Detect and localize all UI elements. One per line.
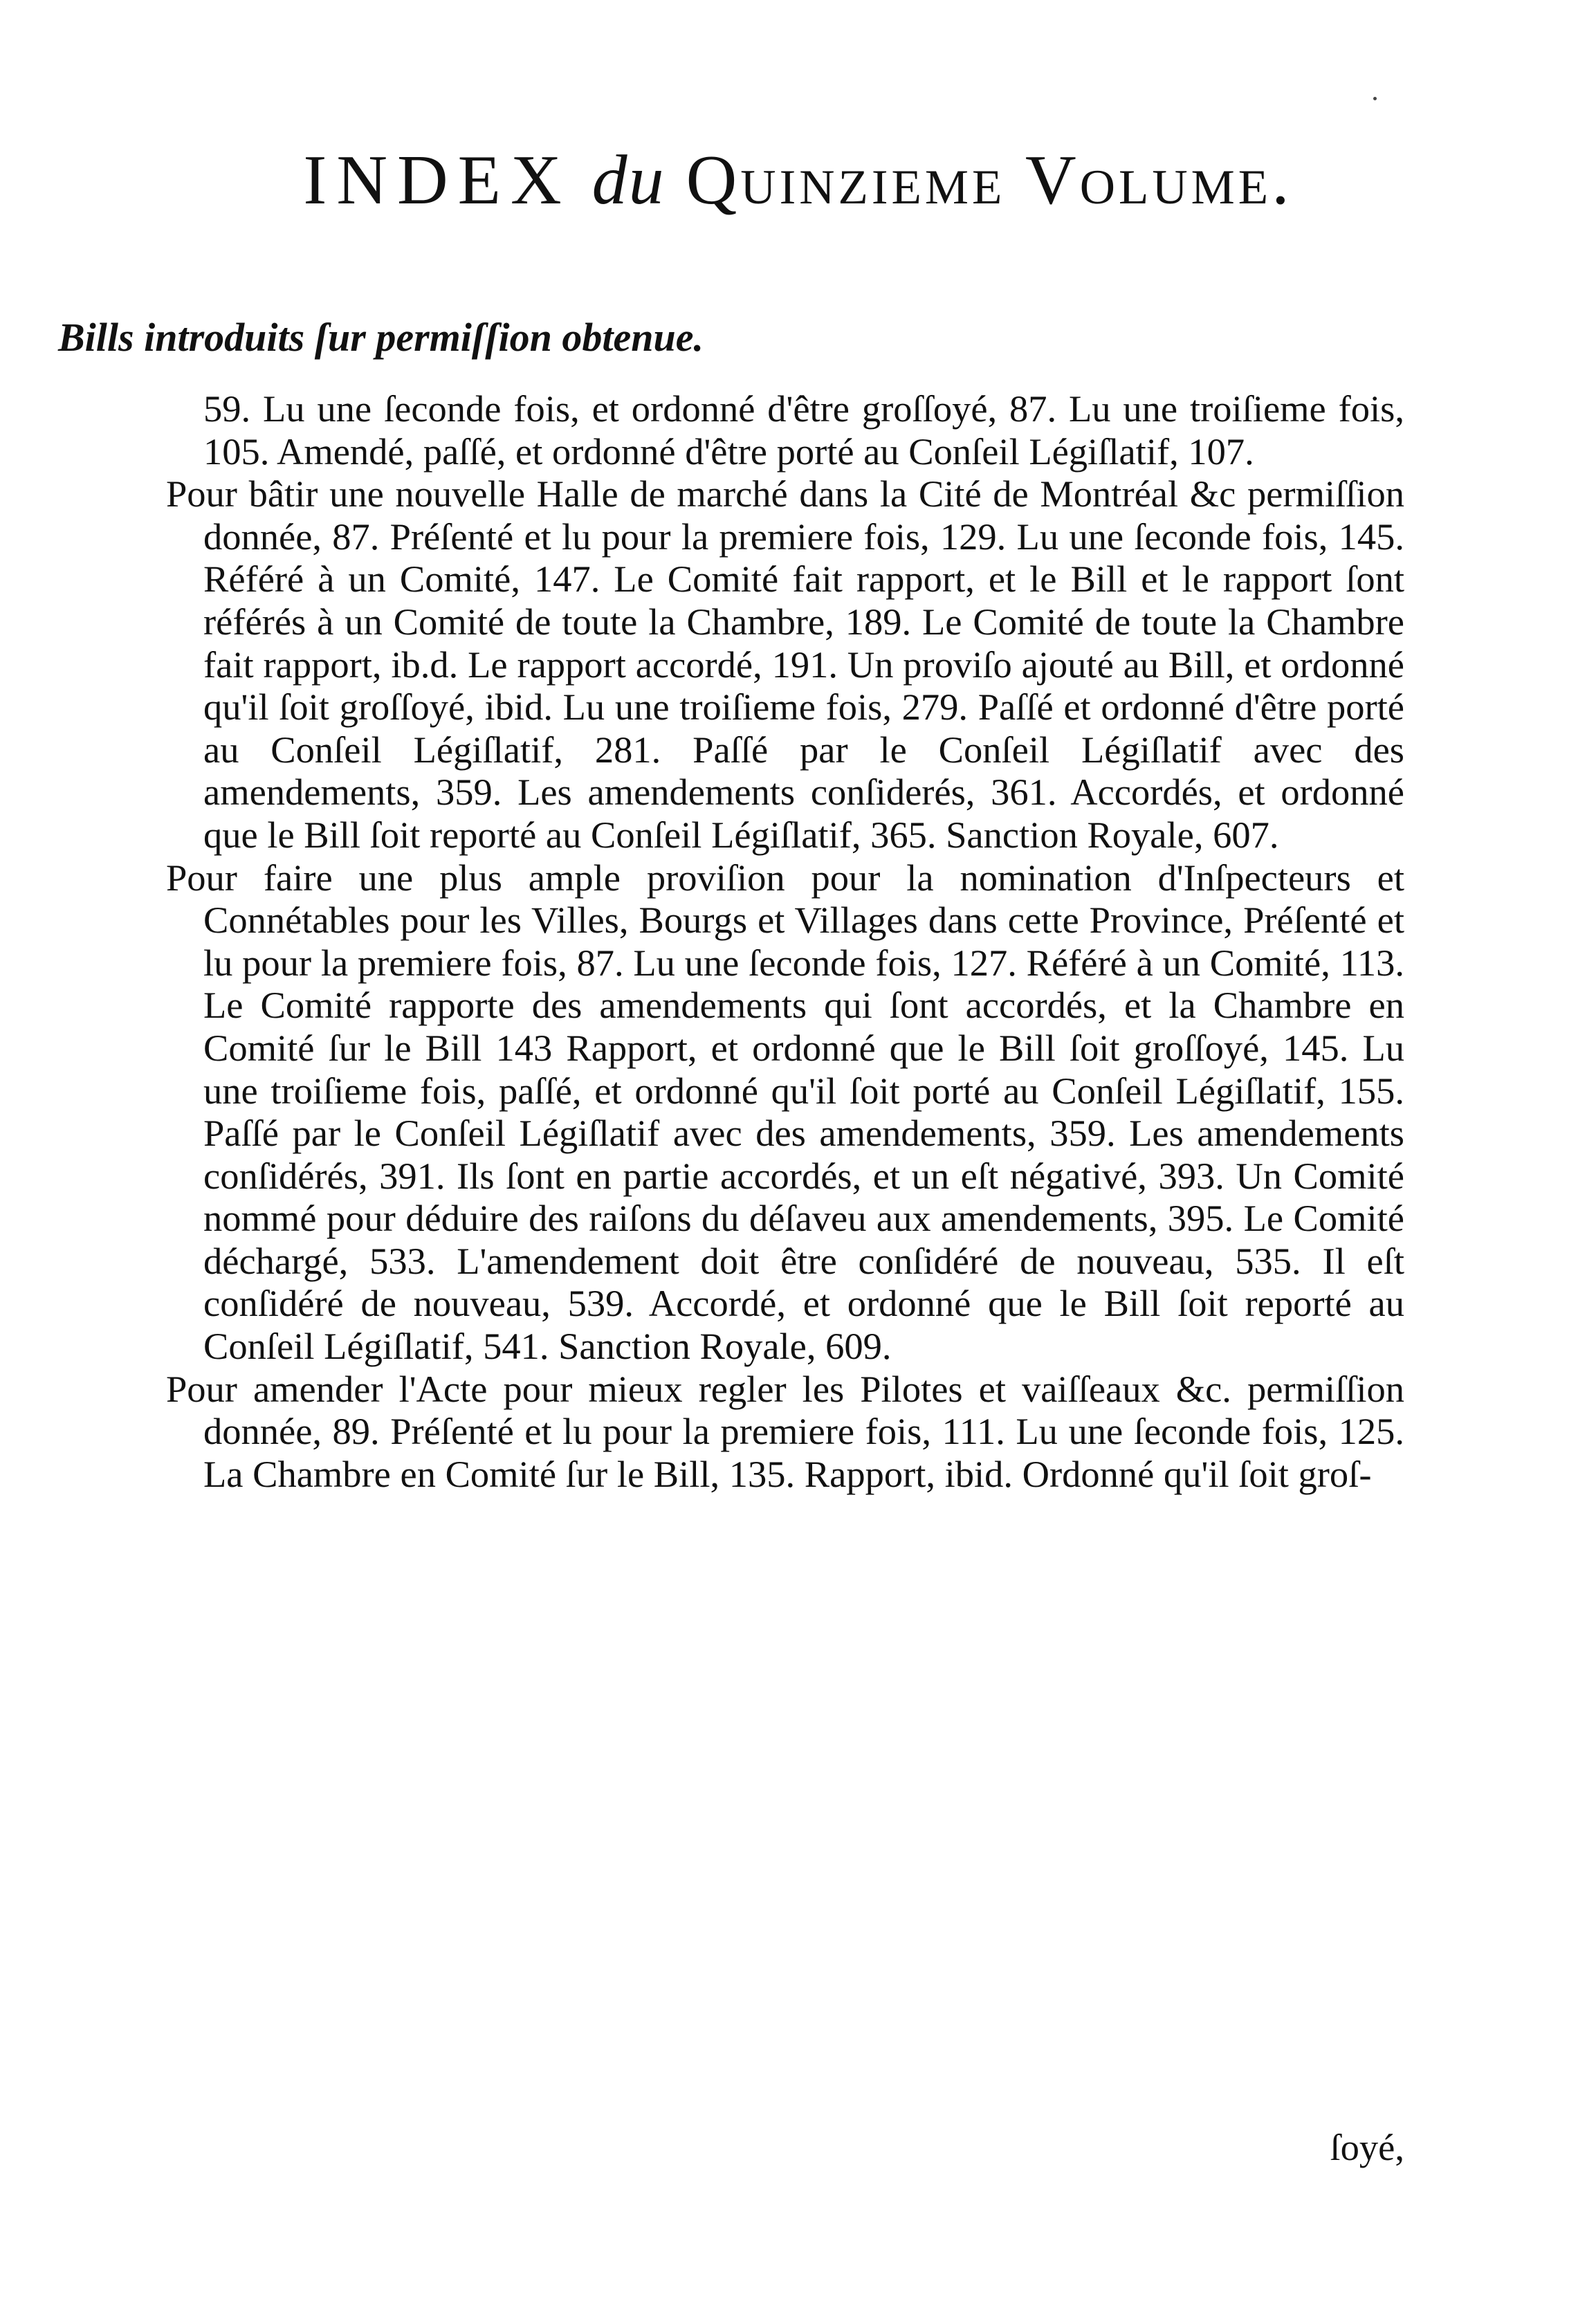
index-entries [166,387,1404,1495]
page-title [0,142,1596,219]
catchword: ſoyé, [1330,2126,1404,2168]
section-heading: Bills introduits ſur permiſſion obtenue. [58,315,704,360]
print-speck [1373,97,1377,100]
title-volume: Quinzieme Volume. [686,141,1293,219]
index-entry-inspecteurs: Pour faire une plus ample proviſion pour la nomination d'Inſpecteurs et Connétables pour les Villes, Bourgs et Villages dans cette Province, Préſenté et lu pour la premiere fois, 87. Lu une ſeconde fois, 127. Référé à un Comité, 113. Le Comité rapporte des amendements qui ſont accordés, et la Chambre en Comité ſur le Bill 143 Rapport, et ordonné que le Bill ſoit groſſoyé, 145. Lu une troiſieme fois, paſſé, et ordonné qu'il ſoit porté au Conſeil Légiſlatif, 155. Paſſé par le Conſeil Légiſlatif avec des amendements, 359. Les amendements conſidérés, 391. Ils ſont en partie accordés, et un eſt négativé, 393. Un Comité nommé pour déduire des raiſons du déſaveu aux amendements, 395. Le Comité déchargé, 533. L'amendement doit être conſidéré de nouveau, 535. Il eſt conſidéré de nouveau, 539. Accordé, et ordonné que le Bill ſoit reporté au Conſeil Légiſlatif, 541. Sanction Royale, 609. [166,856,1404,1368]
index-entry-halle-montreal: Pour bâtir une nouvelle Halle de marché dans la Cité de Montréal &c permiſſion donnée, 87. Préſenté et lu pour la premiere fois, 129. Lu une ſeconde fois, 145. Référé à un Comité, 147. Le Comité fait rapport, et le Bill et le rapport ſont référés à un Comité de toute la Chambre, 189. Le Comité de toute la Chambre fait rapport, ib.d. Le rapport accordé, 191. Un proviſo ajouté au Bill, et ordonné qu'il ſoit groſſoyé, ibid. Lu une troiſieme fois, 279. Paſſé et ordonné d'être porté au Conſeil Légiſlatif, 281. Paſſé par le Conſeil Légiſlatif avec des amendements, 359. Les amendements conſiderés, 361. Accordés, et ordonné que le Bill ſoit reporté au Conſeil Légiſlatif, 365. Sanction Royale, 607. [166,473,1404,856]
title-du: du [591,141,666,219]
index-entry-pilotes: Pour amender l'Acte pour mieux regler les Pilotes et vaiſſeaux &c. permiſſion donnée, 89. Préſenté et lu pour la premiere fois, 111. Lu une ſeconde fois, 125. La Chambre en Comité ſur le Bill, 135. Rapport, ibid. Ordonné qu'il ſoit groſ- [166,1367,1404,1495]
index-entry-continued: 59. Lu une ſeconde fois, et ordonné d'être groſſoyé, 87. Lu une troiſieme fois, 105. Amendé, paſſé, et ordonné d'être porté au Conſeil Légiſlatif, 107. [203,387,1404,473]
title-index: INDEX [303,141,571,219]
